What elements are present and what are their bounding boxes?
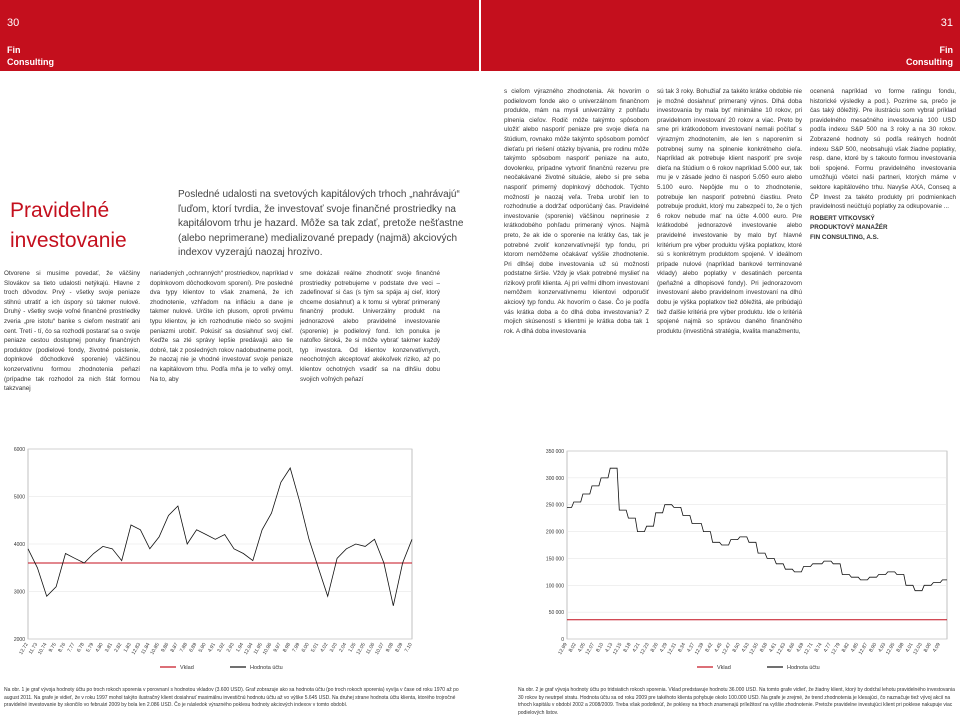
- x-tick-label: 8.74: [813, 642, 824, 654]
- article-title: [10, 196, 135, 256]
- x-tick-label: 8.58: [758, 642, 769, 654]
- x-tick-label: 12.63: [775, 642, 788, 656]
- x-tick-label: 12.07: [584, 642, 597, 656]
- article-lead: Posledné udalosti na svetových kapitálových trhoch „nahrávajú“ ľuďom, ktorí tvrdia, že investovať svoje finančné prostriedky na kapitálovom trhu je hazard. Môže sa tak zdať, pretože nešťastne (alebo neprimerane) medializované prepady (najmä) akciových indexov vyzerajú naozaj hrozivo.: [178, 189, 464, 258]
- header-band-right: [481, 0, 960, 71]
- x-tick-label: 12.31: [666, 642, 678, 656]
- text-column-5: [657, 87, 802, 336]
- x-tick-label: 7.99: [291, 642, 302, 654]
- x-tick-label: 8.18: [622, 642, 633, 654]
- y-tick-label: 5000: [13, 494, 25, 501]
- brand-line2: Consulting: [7, 57, 54, 67]
- x-tick-label: 8.82: [840, 642, 851, 654]
- x-tick-label: 9.75: [47, 642, 58, 654]
- x-tick-label: 12.15: [611, 642, 624, 656]
- y-tick-label: 350 000: [545, 449, 564, 455]
- x-tick-label: 4.13: [604, 642, 615, 654]
- x-tick-label: 12.39: [693, 642, 706, 656]
- x-tick-label: 8.90: [868, 642, 879, 654]
- x-tick-label: 3.81: [103, 642, 115, 654]
- x-tick-label: 4.53: [740, 642, 751, 654]
- brand-line2: Consulting: [906, 57, 953, 67]
- x-tick-label: 8.76: [57, 642, 68, 654]
- paragraph: Otvorene si musíme povedať, že väčšiny Slovákov sa tieto udalosti netýkajú. Hlavne z troch dôvodov. Prvý - všetky svoje peniaze stihnú utratiť a ich úspory sú takmer nulové. Druhý - všetky svoje voľné finančné prostriedky zveria „pre istotu“ banke s cieľom nestratiť ani cent. Tretí - tí, čo sa rozhodli postarať sa o svoje peniaze cestou dostupnej ponuky finančných produktov (podielové fondy, životné poistenie, doplnkové dôchodkové sporenie) väčšinou konzervatívnu formou zhodnotenia peňazí (prípadne tak rozhodol za nich štát formou takzvanej: [4, 270, 140, 393]
- brand-line1: Fin: [939, 45, 953, 55]
- x-tick-label: 4.02: [319, 642, 330, 654]
- x-tick-label: 8.87: [169, 642, 180, 654]
- x-tick-label: 5.90: [197, 642, 208, 654]
- x-tick-label: 2.82: [113, 642, 124, 654]
- x-tick-label: 9.97: [272, 642, 283, 654]
- y-tick-label: 6000: [13, 447, 25, 453]
- figure-caption-right: Na obr. 2 je graf vývoja hodnoty účtu po tridsiatich rokoch sporenia. Vklad predstavuje hodnotu 36.000 USD. Na tomto grafe vidieť, že žiadny klient, ktorý by dodržal lehotu pravidelného investovania 30 rokov by neutrpel stratu. Hodnota účtu sa od roku 2009 pre takéhoto klienta pohybuje okolo 100.000 USD. Na grafe je zrejmé, že trend zhodnotenia je klesajúci, čo naznačuje tiež vývoj akcií na trhoch kapitálu v období 2002 a 2008/2009. Treba však podotknúť, že poklesy na trhoch znamenajú príležitosť na vyššie zhodnotenie. Pretože pravidelne investujúci klient pri poklese nakupuje viac podielových listov.: [518, 687, 955, 716]
- x-tick-label: 10.85: [149, 642, 161, 656]
- x-tick-label: 8.26: [649, 642, 660, 654]
- x-tick-label: 2.04: [338, 642, 349, 654]
- brand-line1: Fin: [7, 45, 21, 55]
- x-tick-label: 4.93: [877, 642, 888, 654]
- y-tick-label: 3000: [13, 589, 25, 596]
- x-tick-label: 4.37: [686, 642, 697, 654]
- legend-label-deposit: Vklad: [717, 665, 731, 671]
- signature: [810, 214, 956, 243]
- x-tick-label: 4.29: [658, 642, 669, 654]
- x-tick-label: 8.09: [394, 642, 405, 654]
- brand-left: [7, 44, 54, 68]
- x-tick-label: 8.98: [895, 642, 906, 654]
- x-tick-label: 4.45: [713, 642, 724, 654]
- paragraph: s cieľom výrazného zhodnotenia. Ak hovorím o podielovom fonde ako o univerzálnom finančnom produkte, mám na mysli univerzálny z pohľadu plnenia cieľov. Rodič môže takýmto spôsobom uložiť alebo nasporiť peniaze pre svoje dieťa na štúdium, rovnako môže takýmto spôsobom pomôcť dieťaťu pri riešení otázky bývania, pre rodinu môže takýmto spôsobom nasporiť peniaze na auto, dovolenku, prípadne vytvoriť finančnú rezervu pre neočakávané životné situácie, alebo si pre seba nasporiť primerný doplnkový dôchodok. Týchto možností je naozaj veľa. Treba urobiť len to rozhodnutie a dodržať odporúčaný čas. Pravidelné investovanie (sporenie) väčšinou neprinesie z krátkodobého pohľadu primeraný výnos. Najmä preto, že ak ide o sporenie na krátky čas, tak je potrebné zvoliť konzervatívnejší typ fondu, pri ktorom nemôžeme očakávať vyššie zhodnotenie. Pri dlhšej dobe investovania už sú možnosti podstatne širšie. Vždy je však potrebné myslieť na rizikový profil klienta. Aj pri veľmi dlhom investovaní nemôžem konzervatívnemu klientovi odporučiť akciový typ fondu. Ak hovorím o čase. Čo je podľa vás krátka doba a čo dlhá doba investovania? Z mojich skúseností s klientmi je krátka doba tak 1 rok. A dlhá doba investovania: [504, 88, 649, 335]
- x-tick-label: 12.72: [18, 642, 30, 656]
- x-tick-label: 8.50: [731, 642, 742, 654]
- x-tick-label: 8.34: [676, 642, 688, 654]
- page-number-right: 31: [940, 17, 953, 29]
- x-tick-label: 4.09: [931, 642, 942, 654]
- x-tick-label: 11.06: [364, 642, 377, 656]
- x-tick-label: 11.73: [27, 642, 40, 656]
- x-tick-label: 12.79: [830, 642, 842, 656]
- x-tick-label: 12.83: [130, 642, 143, 656]
- x-tick-label: 12.95: [884, 642, 897, 656]
- paragraph: sú tak 3 roky. Bohužiaľ za takéto krátke obdobie nie je možné dosiahnuť primeraný výnos. Dlhá doba investovania by mala byť minimálne 10 rokov, pri pravidelnom investovaní 20 rokov a viac. Preto by sme pri krátkodobom investovaní nemali počítať s výrazným zhodnotením, ale len s naporením si potrebnej sumy na splnenie konkrétneho cieľa. Napríklad ak potrebuje klient nasporiť pre svoje dieťa na štúdium o 6 rokov napríklad 5.000 eur, tak mu je v zásade jedno či naspori 5.050 euro alebo 5.100 euro. Nepôjde mu o to zhodnotenie, potrebuje len nasporiť potrebnú čiastku. Preto potrebuje produkt, ktorý mu zabezpečí to, že o tých 6 rokov nebude mať na účte 4.000 euro. Pre krátkodobé jednorazové investovanie alebo pravidelné investovanie by malo byť hlavné kritérium pre výber produktu výška poplatkov, ktoré sú s konkrétnym produktom spojené. V ideálnom prípade nulové (napríklad bankové terminované vklady) alebo poplatky v desatinách percenta (peňažné a dlhopisové fondy). Pri jednorazovom investovaní alebo pravidelnom investovaní na dlhú dobu je výška poplatkov tiež dôležitá, ale pribúdajú tiež ďalšie kritériá pre výber produktu. Ide o kritériá spojené najmä so správou daného finančného produktu (investičná stratégia, kvalita manažmentu,: [657, 88, 802, 335]
- x-tick-label: 8.42: [704, 642, 715, 654]
- text-column-3: [300, 269, 440, 384]
- x-tick-label: 10.07: [374, 642, 386, 656]
- x-tick-label: 11.95: [252, 642, 264, 656]
- text-column-6: [810, 87, 956, 243]
- text-column-4: [504, 87, 649, 336]
- x-tick-label: 4.69: [795, 642, 806, 654]
- x-tick-label: 6.78: [75, 642, 86, 654]
- y-tick-label: 300 000: [545, 475, 564, 482]
- x-tick-label: 4.77: [822, 642, 833, 654]
- plot-frame: [567, 451, 947, 639]
- paragraph: ocenená napríklad vo forme ratingu fondu, historické výsledky a pod.). Pozrime sa, prečo je čas taký dôležitý. Pre ilustráciu som vybral príklad pravidelného mesačného investovania 100 USD podľa indexu S&P 500 na 3 roky a na 30 rokov. Zobrazené hodnoty sú podľa reálnych hodnôt indexu S&P 500, neobsahujú však žiadne poplatky, resp. dane, ktoré by s takouto formou investovania boli spojené. Formu pravidelného investovania umožňujú včetci naši partneri, ktorých máme v sektore kapitálového trhu. Navyše AXA, Conseq a ČP Invest za takéto produkty pri podmienkach pravidelnosti neúčtujú poplatky za odkupovanie ...: [810, 88, 956, 211]
- x-tick-label: 4.61: [768, 642, 779, 654]
- x-tick-label: 12.99: [557, 642, 569, 656]
- header-band-left: [0, 0, 479, 71]
- y-tick-label: 50 000: [548, 610, 564, 617]
- x-tick-label: 5.79: [85, 642, 96, 654]
- title-line2: investovanie: [10, 229, 127, 252]
- y-tick-label: 0: [561, 637, 564, 643]
- series-line: [567, 468, 947, 591]
- x-tick-label: 9.86: [160, 642, 171, 654]
- figure-caption-left: Na obr. 1 je graf vývoja hodnoty účtu po troch rokoch sporenia v porovnaní s hodnotou vkladov (3.600 USD). Graf zobrazuje ako sa hodnota účtu (po troch rokoch sporenia) vyvíja v čase od roku 1970 až po august 2011. Na grafe je vidieť, že v roku 1997 mohol takýto ilustračný klient dosiahnuť maximálnu investičnú hodnotu účtu až vo výške 5.645 USD. Na druhej strane hodnota účtu klienta, ktorého trojročné pravidelné investovanie by skončilo vo februári 2009 by bola len 2.086 USD. Čo je následok výrazného poklesu hodnoty akciových indexov v tomto období.: [4, 687, 459, 708]
- x-tick-label: 9.08: [384, 642, 396, 654]
- x-tick-label: 4.01: [904, 642, 915, 654]
- y-tick-label: 150 000: [545, 556, 564, 563]
- legend-label-value: Hodnota účtu: [250, 665, 283, 671]
- page-number-left: 30: [7, 17, 20, 29]
- x-tick-label: 10.96: [261, 642, 274, 656]
- x-tick-label: 8.06: [922, 642, 933, 654]
- x-tick-label: 12.94: [243, 642, 255, 656]
- x-tick-label: 4.05: [576, 642, 587, 654]
- x-tick-label: 7.88: [178, 642, 189, 654]
- y-tick-label: 2000: [13, 637, 25, 643]
- x-tick-label: 12.71: [803, 642, 815, 656]
- x-tick-label: 7.77: [66, 642, 77, 654]
- y-tick-label: 4000: [13, 542, 25, 548]
- x-tick-label: 8.66: [786, 642, 797, 654]
- x-tick-label: 6.89: [188, 642, 199, 654]
- x-tick-label: 4.91: [206, 642, 218, 654]
- x-tick-label: 12.55: [748, 642, 760, 656]
- x-tick-label: 10.74: [37, 642, 49, 656]
- x-tick-label: 3.92: [216, 642, 227, 654]
- x-tick-label: 8.98: [281, 642, 292, 654]
- x-tick-label: 12.05: [355, 642, 367, 656]
- x-tick-label: 8.02: [567, 642, 578, 654]
- y-tick-label: 250 000: [545, 502, 564, 509]
- series-line: [28, 468, 412, 606]
- x-tick-label: 1.05: [347, 642, 358, 654]
- signature-role: PRODUKTOVÝ MANAŽÉR: [810, 224, 888, 232]
- x-tick-label: 12.23: [639, 642, 651, 656]
- text-column-2: [150, 269, 293, 384]
- chart-account-value-3y: [2, 441, 420, 681]
- signature-company: FIN CONSULTING, A.S.: [810, 233, 879, 241]
- brand-right: [906, 44, 953, 68]
- x-tick-label: 12.47: [721, 642, 733, 656]
- x-tick-label: 12.87: [857, 642, 870, 656]
- x-tick-label: 4.80: [94, 642, 105, 654]
- x-tick-label: 6.00: [300, 642, 311, 654]
- legend-label-value: Hodnota účtu: [787, 665, 820, 671]
- x-tick-label: 5.01: [310, 642, 321, 654]
- signature-name: ROBERT VITKOVSKÝ: [810, 214, 875, 222]
- paragraph: sme dokázali reálne zhodnotiť svoje finančné prostriedky potrebujeme v podstate dve veci – zadefinovať si čas (s tým sa spája aj cieľ, ktorý chceme dosiahnuť) a k tomu si vybrať primeraný finančný produkt. Univerzálny produkt na jednorazové alebo pravidelné investovanie (sporenie) je podielový fond. Ich ponuka je natoľko široká, že si môže vybrať takmer každý typ investora. Od klientov konzervatívnych, neochotných akceptovať akékoľvek riziko, až po klientov ochotných vsadiť sa na dlhšiu dobu svojich voľných peňazí: [300, 270, 440, 383]
- x-tick-label: 8.10: [595, 642, 606, 654]
- x-tick-label: 11.84: [140, 642, 152, 656]
- x-tick-label: 4.85: [849, 642, 860, 654]
- paragraph: nariadených „ochranných“ prostriedkov, napríklad v doplnkovom dôchodkovom sporení). Pre posledné dva typy klientov to však znamená, že ich zhodnotenie, vzhľadom na infláciu a dane je takmer nulové. Určite ich plusom, oproti prvému typu klientov, je ich rozhodnutie niečo so svojimi peniazmi urobiť. Pokúsiť sa dosiahnuť svoj cieľ. Keďže sa zlé správy lepšie predávajú ako tie dobré, tak z posledných rokov nadobudneme pocit, že naozaj nie je vhodné investovať svoje peniaze na kapitálovom trhu. Podľa mňa je to veľký omyl. Na to, aby: [150, 270, 293, 383]
- text-column-1: [4, 269, 140, 394]
- x-tick-label: 3.03: [328, 642, 339, 654]
- x-tick-label: 12.03: [912, 642, 924, 656]
- x-tick-label: 4.21: [631, 642, 642, 654]
- x-tick-label: 7.10: [403, 642, 414, 654]
- x-tick-label: 2.93: [225, 642, 236, 654]
- legend-label-deposit: Vklad: [180, 665, 194, 671]
- y-tick-label: 100 000: [545, 583, 564, 590]
- title-line1: Pravidelné: [10, 199, 110, 222]
- chart-account-value-30y: [515, 441, 955, 681]
- x-tick-label: 1.94: [235, 642, 246, 654]
- y-tick-label: 200 000: [545, 529, 564, 536]
- x-tick-label: 1.83: [122, 642, 133, 654]
